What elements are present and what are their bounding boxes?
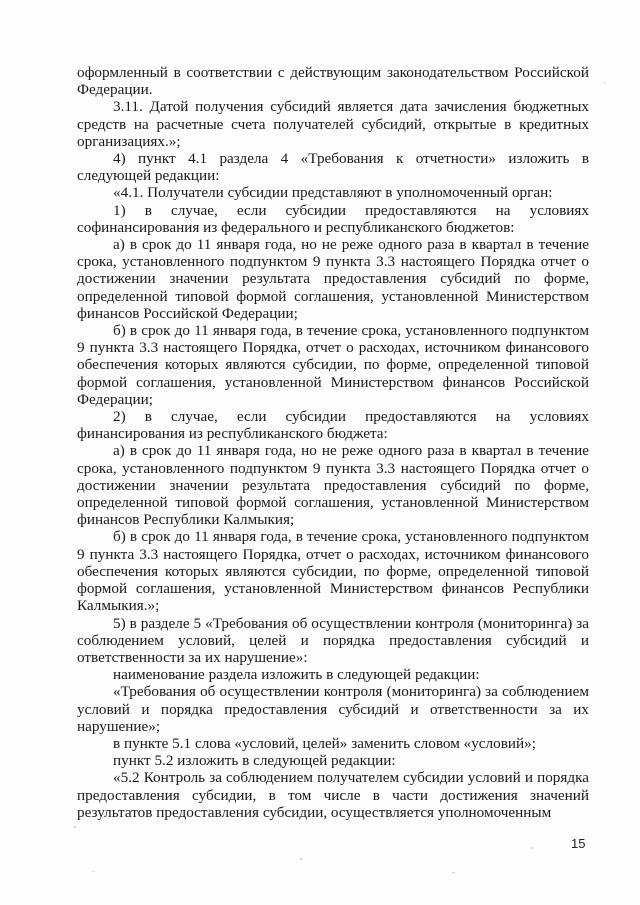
paragraph-14: в пункте 5.1 слова «условий, целей» заменить словом «условий»; [113, 734, 536, 752]
paragraph-15: пункт 5.2 изложить в следующей редакции: [113, 752, 396, 770]
scan-speck [531, 847, 533, 849]
paragraph-4: «4.1. Получатели субсидии представляют в уполномоченный орган: [113, 184, 553, 202]
page-number: 15 [571, 836, 586, 851]
scan-speck [74, 826, 76, 828]
paragraph-11: 5) в разделе 5 «Требования об осуществлении контроля (мониторинга) за соблюдением условий, целей и порядка предоставления субсидий и ответственности за их нарушение»: [77, 614, 589, 666]
paragraph-10: б) в срок до 11 января года, в течение срока, установленного подпунктом 9 пункта 3.3 настоящего Порядка, отчет о расходах, источником финансового обеспечения которых являются субсидии, по форме, определенной типовой формой соглашения, установленной Министерством финансов Республики Калмыкия.»; [77, 528, 589, 615]
paragraph-9: а) в срок до 11 января года, но не реже одного раза в квартал в течение срока, установленного подпунктом 9 пункта 3.3 настоящего Порядка отчет о достижении значении результата предоставления субсидий по форме, определенной типовой формой соглашения, установленной Министерством финансов Республики Калмыкия; [77, 442, 589, 529]
paragraph-5: 1) в случае, если субсидии предоставляются на условиях софинансирования из федерального и республиканского бюджетов: [77, 201, 589, 236]
paragraph-2: 3.11. Датой получения субсидий является дата зачисления бюджетных средств на расчетные счета получателей субсидий, открытые в кредитных организациях.»; [77, 98, 589, 150]
scan-speck [604, 82, 605, 84]
document-body [77, 64, 589, 821]
paragraph-16: «5.2 Контроль за соблюдением получателем субсидии условий и порядка предоставления субсидии, в том числе в части достижения значений результатов предоставления субсидии, осуществляется уполномоченным [77, 769, 589, 821]
scan-speck [452, 872, 455, 873]
paragraph-7: б) в срок до 11 января года, в течение срока, установленного подпунктом 9 пункта 3.3 настоящего Порядка, отчет о расходах, источником финансового обеспечения которых являются субсидии, по форме, определенной типовой формой соглашения, установленной Министерством финансов Российской Федерации; [77, 322, 589, 408]
paragraph-12: наименование раздела изложить в следующей редакции: [113, 666, 480, 684]
paragraph-6: а) в срок до 11 января года, но не реже одного раза в квартал в течение срока, установленного подпунктом 9 пункта 3.3 настоящего Порядка отчет о достижении значении результата предоставления субсидий по форме, определенной типовой формой соглашения, установленной Министерством финансов Российской Федерации; [77, 236, 589, 322]
scan-speck [300, 858, 302, 860]
paragraph-8: 2) в случае, если субсидии предоставляются на условиях финансирования из республиканского бюджета: [77, 408, 589, 443]
paragraph-1: оформленный в соответствии с действующим законодательством Российской Федерации. [77, 64, 589, 99]
paragraph-3: 4) пункт 4.1 раздела 4 «Требования к отчетности» изложить в следующей редакции: [77, 150, 589, 185]
scan-speck [92, 871, 94, 872]
paragraph-13: «Требования об осуществлении контроля (мониторинга) за соблюдением условий и порядка предоставления субсидий и ответственности за их нарушение»; [77, 683, 589, 735]
